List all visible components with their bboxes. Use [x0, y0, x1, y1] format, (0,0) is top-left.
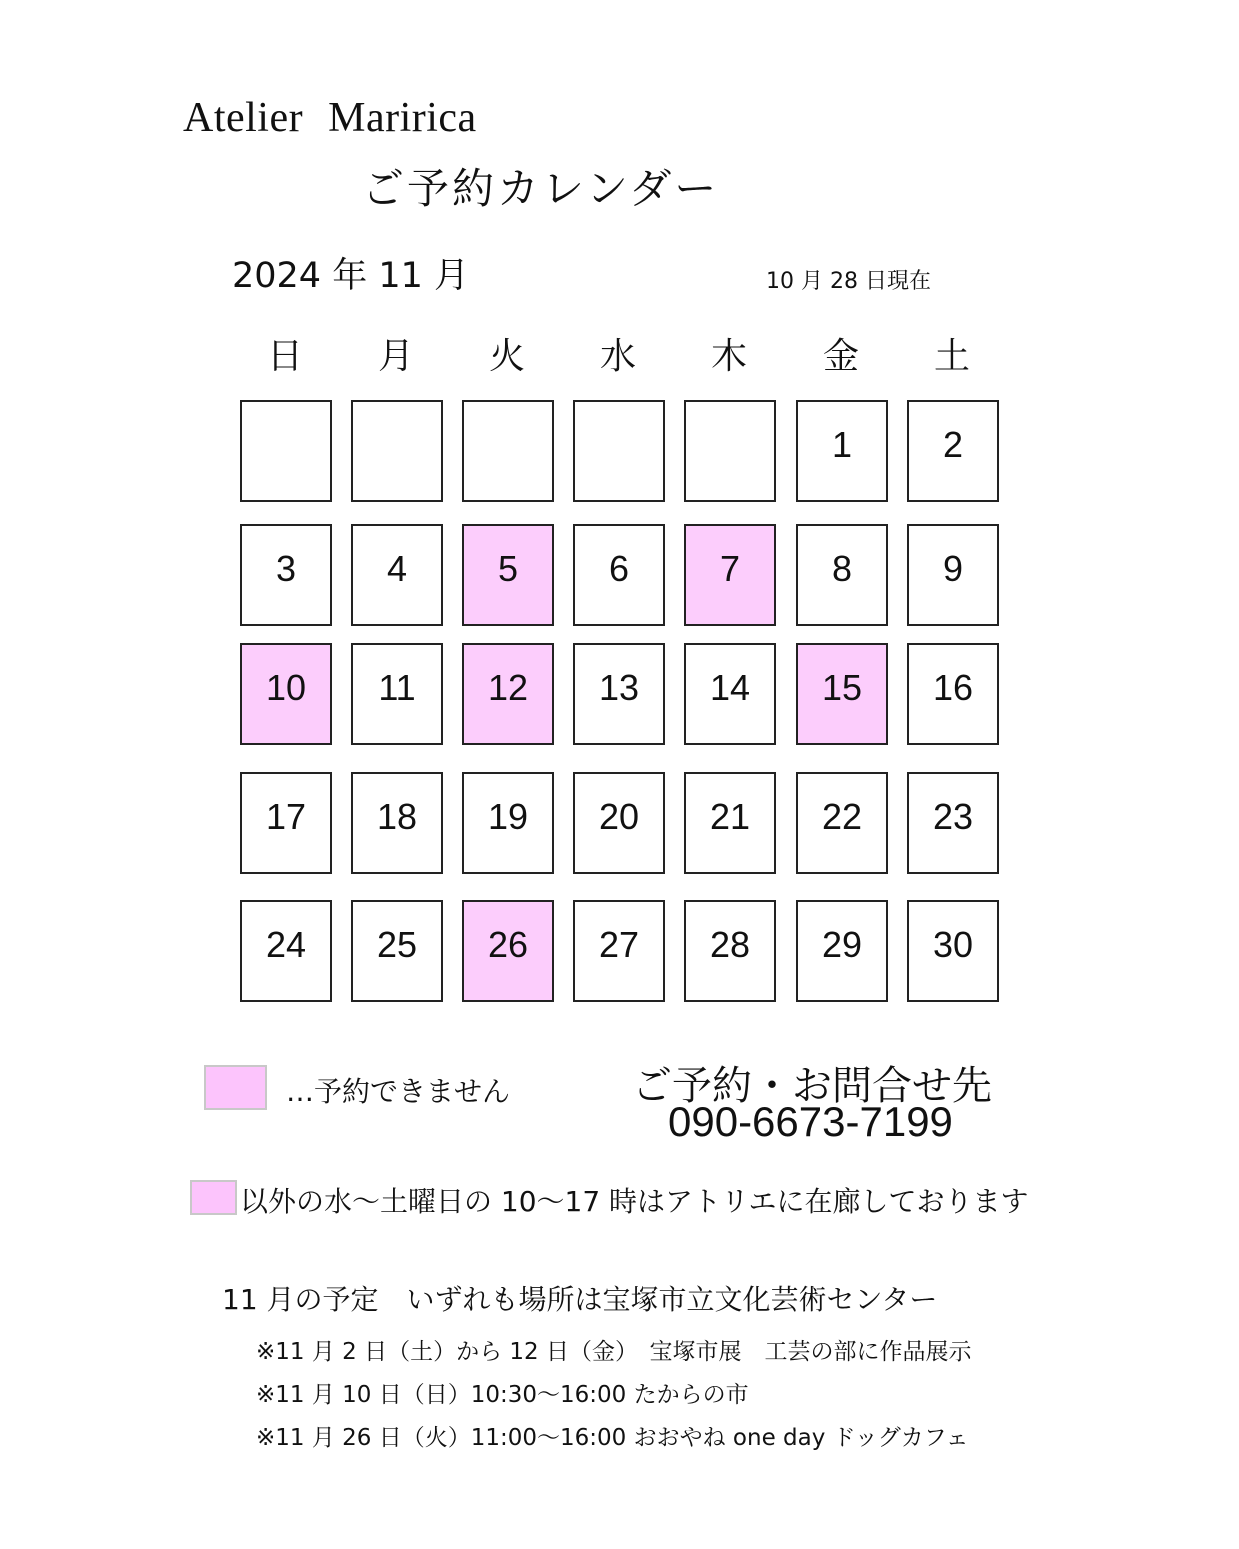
brand-name: Atelier Maririca [183, 95, 477, 141]
weekday-label: 火 [488, 336, 525, 377]
unavailable-legend-label: …予約できません [286, 1075, 511, 1108]
weekday-label: 水 [599, 336, 636, 377]
calendar-day-12[interactable]: 12 [462, 643, 554, 745]
calendar-day-2[interactable]: 2 [907, 400, 999, 502]
calendar-day-19[interactable]: 19 [462, 772, 554, 874]
calendar-empty-cell [684, 400, 776, 502]
calendar-day-27[interactable]: 27 [573, 900, 665, 1002]
calendar-day-30[interactable]: 30 [907, 900, 999, 1002]
calendar-day-17[interactable]: 17 [240, 772, 332, 874]
calendar-empty-cell [240, 400, 332, 502]
weekday-label: 日 [266, 336, 303, 377]
schedule-heading: 11 月の予定 いずれも場所は宝塚市立文化芸術センター [222, 1283, 938, 1316]
calendar-empty-cell [351, 400, 443, 502]
calendar-empty-cell [462, 400, 554, 502]
calendar-day-5[interactable]: 5 [462, 524, 554, 626]
schedule-event-2: ※11 月 10 日（日）10:30〜16:00 たからの市 [256, 1382, 749, 1408]
calendar-day-28[interactable]: 28 [684, 900, 776, 1002]
open-days-swatch [190, 1180, 237, 1215]
calendar-day-10[interactable]: 10 [240, 643, 332, 745]
contact-heading: ご予約・お問合せ先 [632, 1063, 992, 1109]
calendar-empty-cell [573, 400, 665, 502]
calendar-day-23[interactable]: 23 [907, 772, 999, 874]
calendar-day-13[interactable]: 13 [573, 643, 665, 745]
calendar-day-8[interactable]: 8 [796, 524, 888, 626]
calendar-day-24[interactable]: 24 [240, 900, 332, 1002]
calendar-day-3[interactable]: 3 [240, 524, 332, 626]
calendar-month: 2024 年 11 月 [232, 256, 469, 296]
as-of-date: 10 月 28 日現在 [766, 269, 931, 294]
calendar-day-20[interactable]: 20 [573, 772, 665, 874]
calendar-day-9[interactable]: 9 [907, 524, 999, 626]
calendar-day-26[interactable]: 26 [462, 900, 554, 1002]
calendar-day-7[interactable]: 7 [684, 524, 776, 626]
calendar-day-16[interactable]: 16 [907, 643, 999, 745]
calendar-day-1[interactable]: 1 [796, 400, 888, 502]
calendar-day-25[interactable]: 25 [351, 900, 443, 1002]
schedule-event-1: ※11 月 2 日（土）から 12 日（金） 宝塚市展 工芸の部に作品展示 [256, 1339, 972, 1365]
calendar-day-14[interactable]: 14 [684, 643, 776, 745]
calendar-day-22[interactable]: 22 [796, 772, 888, 874]
weekday-label: 金 [822, 336, 859, 377]
schedule-event-3: ※11 月 26 日（火）11:00〜16:00 おおやね one day ドッグカフェ [256, 1425, 969, 1451]
page-title: ご予約カレンダー [362, 164, 720, 213]
calendar-day-4[interactable]: 4 [351, 524, 443, 626]
calendar-day-11[interactable]: 11 [351, 643, 443, 745]
calendar-day-15[interactable]: 15 [796, 643, 888, 745]
weekday-label: 月 [377, 336, 414, 377]
calendar-day-29[interactable]: 29 [796, 900, 888, 1002]
weekday-label: 土 [933, 336, 970, 377]
calendar-day-21[interactable]: 21 [684, 772, 776, 874]
open-days-note: 以外の水〜土曜日の 10〜17 時はアトリエに在廊しております [240, 1185, 1029, 1218]
calendar-day-18[interactable]: 18 [351, 772, 443, 874]
contact-phone[interactable]: 090-6673-7199 [668, 1098, 953, 1145]
calendar-day-6[interactable]: 6 [573, 524, 665, 626]
weekday-label: 木 [710, 336, 747, 377]
unavailable-legend-swatch [204, 1065, 267, 1110]
